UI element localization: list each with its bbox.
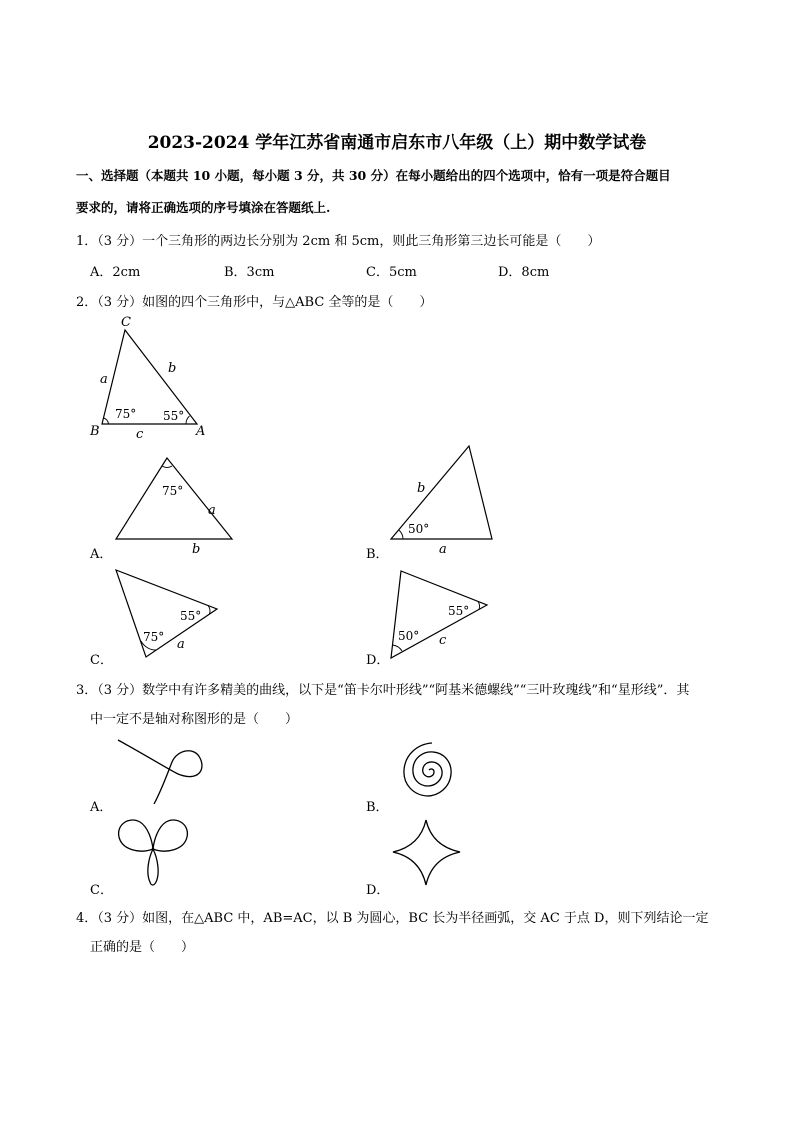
q4-stem-line2: 正确的是（ ） [90, 940, 195, 955]
vertex-a-label: A [196, 424, 206, 439]
side-c-label: c [439, 633, 447, 648]
q3-stem-line2: 中一定不是轴对称图形的是（ ） [90, 712, 299, 727]
vertex-c-label: C [121, 315, 131, 330]
side-a-label: a [100, 372, 108, 387]
q1-option-d: D．8cm [498, 265, 550, 280]
vertex-b-label: B [90, 424, 100, 439]
q2-option-b-triangle [385, 440, 500, 555]
q1-option-a: A．2cm [90, 265, 141, 280]
angle-75-label: 75° [143, 630, 165, 644]
q2-option-c-triangle [110, 565, 225, 665]
q3-option-b-spiral-curve [385, 728, 475, 813]
side-b-label: b [417, 481, 426, 496]
q2-option-c-label: C． [90, 653, 113, 668]
side-c-label: c [136, 427, 144, 442]
q2-option-d-triangle [385, 565, 495, 665]
q2-option-d-label: D． [366, 653, 390, 668]
q3-stem-line1: 3．（3 分）数学中有许多精美的曲线，以下是“笛卡尔叶形线”“阿基米德螺线”“三叶玫瑰线”和“星形线”．其 [76, 683, 690, 698]
q3-option-a-folium-curve [110, 734, 220, 814]
q2-stem: 2．（3 分）如图的四个三角形中，与△ABC 全等的是（ ） [76, 295, 433, 310]
q2-option-b-label: B． [366, 547, 389, 562]
angle-label: 75° [162, 484, 184, 498]
angle-a-label: 55° [163, 409, 185, 423]
angle-b-label: 75° [115, 407, 137, 421]
side-a-label: a [439, 542, 447, 555]
page-title: 2023-2024 学年江苏省南通市启东市八年级（上）期中数学试卷 [147, 133, 647, 153]
section-heading-line1: 一、选择题（本题共 10 小题，每小题 3 分，共 30 分）在每小题给出的四个选项中，恰有一项是符合题目 [76, 168, 671, 183]
angle-50-label: 50° [398, 629, 420, 643]
q2-option-a-label: A． [90, 547, 113, 562]
side-b-label: b [168, 361, 177, 376]
q1-option-c: C．5cm [366, 265, 417, 280]
q3-option-d-astroid-curve [388, 815, 468, 893]
q3-option-a-label: A． [90, 800, 113, 815]
q1-option-b: B．3cm [224, 265, 275, 280]
side-a-label: a [208, 503, 216, 518]
q2-reference-triangle [80, 308, 220, 443]
q3-option-c-rose-curve [110, 812, 200, 892]
q4-stem-line1: 4．（3 分）如图，在△ABC 中，AB=AC，以 B 为圆心，BC 长为半径画弧，交 AC 于点 D，则下列结论一定 [76, 911, 709, 926]
q2-option-a-triangle [110, 455, 240, 555]
angle-55-label: 55° [180, 609, 202, 623]
q3-option-b-label: B． [366, 800, 389, 815]
angle-label: 50° [408, 522, 430, 536]
q1-stem: 1．（3 分）一个三角形的两边长分别为 2cm 和 5cm，则此三角形第三边长可能是（ ） [76, 234, 601, 249]
q3-option-d-label: D． [366, 883, 390, 898]
angle-55-label: 55° [448, 604, 470, 618]
q3-option-c-label: C． [90, 883, 113, 898]
side-a-label: a [177, 637, 185, 652]
section-heading-line2: 要求的，请将正确选项的序号填涂在答题纸上. [76, 200, 331, 215]
side-b-label: b [192, 542, 201, 555]
